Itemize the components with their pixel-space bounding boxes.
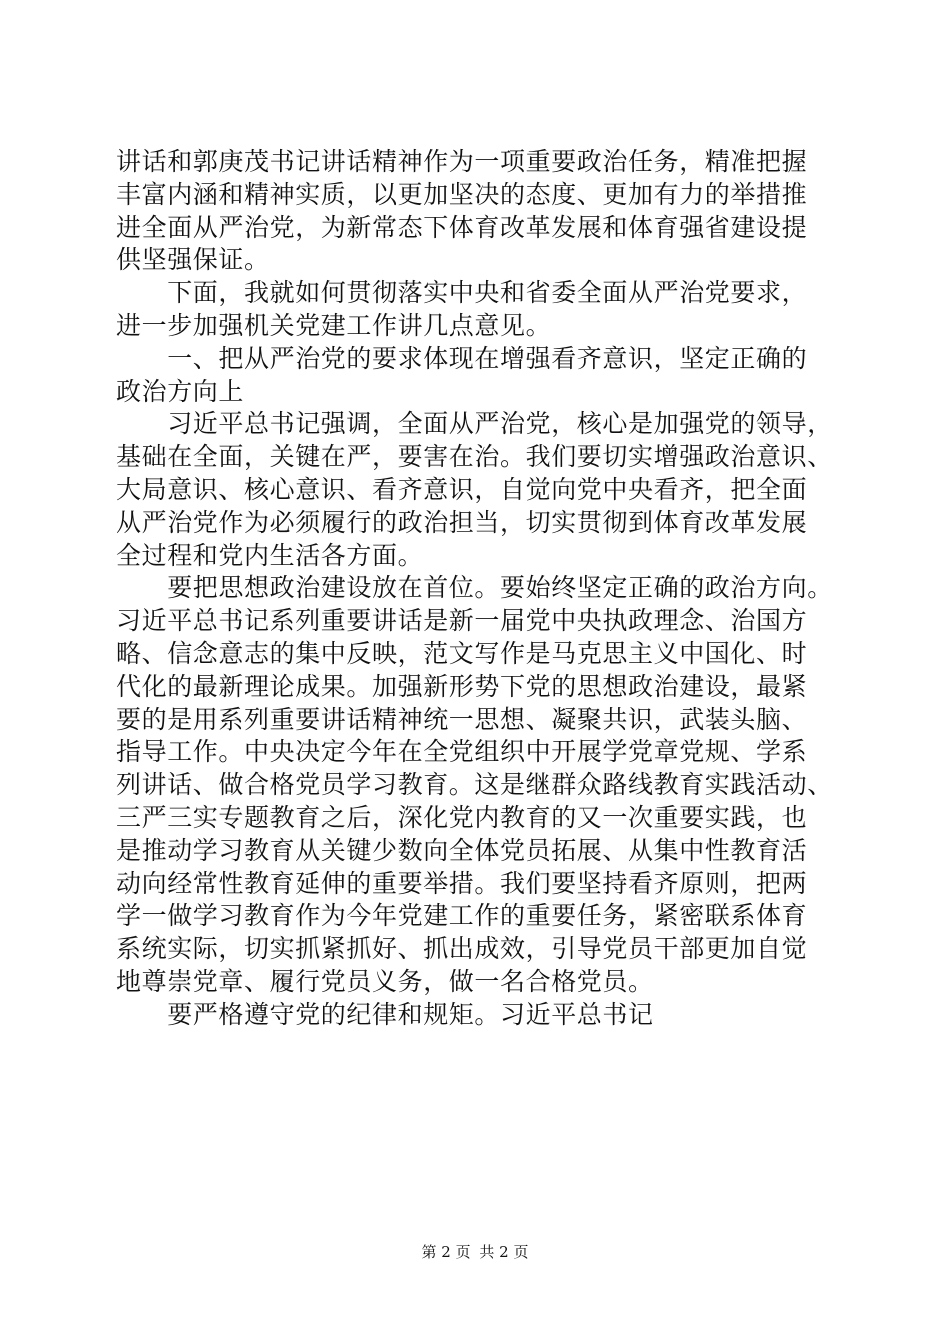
text-line: 是推动学习教育从关键少数向全体党员拓展、从集中性教育活 [116,835,808,865]
text-line: 系统实际，切实抓紧抓好、抓出成效，引导党员干部更加自觉 [116,934,808,964]
text-line: 进全面从严治党，为新常态下体育改革发展和体育强省建设提 [116,212,808,242]
page-number: 第 2 页 [421,1243,471,1261]
body-text [116,146,836,1032]
text-line: 指导工作。中央决定今年在全党组织中开展学党章党规、学系 [116,737,808,767]
text-line: 讲话和郭庚茂书记讲话精神作为一项重要政治任务，精准把握 [116,147,808,176]
text-line: 动向经常性教育延伸的重要举措。我们要坚持看齐原则，把两 [116,868,808,898]
text-line: 进一步加强机关党建工作讲几点意见。 [116,310,552,340]
text-line: 下面，我就如何贯彻落实中央和省委全面从严治党要求， [116,278,808,308]
text-line: 列讲话、做合格党员学习教育。这是继群众路线教育实践活动、 [116,770,833,800]
text-line: 略、信念意志的集中反映，范文写作是马克思主义中国化、时 [116,638,808,668]
text-line: 地尊崇党章、履行党员义务，做一名合格党员。 [116,966,654,996]
text-line: 供坚强保证。 [116,245,270,275]
text-line: 习近平总书记强调，全面从严治党，核心是加强党的领导， [116,409,833,439]
page-total: 共 2 页 [479,1243,529,1261]
text-line: 要严格遵守党的纪律和规矩。习近平总书记 [116,999,654,1029]
text-line: 代化的最新理论成果。加强新形势下党的思想政治建设，最紧 [116,671,808,701]
text-line: 习近平总书记系列重要讲话是新一届党中央执政理念、治国方 [116,606,808,636]
text-line: 要把思想政治建设放在首位。要始终坚定正确的政治方向。 [116,573,833,603]
text-line: 大局意识、核心意识、看齐意识，自觉向党中央看齐，把全面 [116,474,808,504]
page-footer [0,1242,950,1262]
text-line: 丰富内涵和精神实质，以更加坚决的态度、更加有力的举措推 [116,179,808,209]
text-line: 三严三实专题教育之后，深化党内教育的又一次重要实践，也 [116,802,808,832]
text-line: 从严治党作为必须履行的政治担当，切实贯彻到体育改革发展 [116,507,808,537]
text-line: 要的是用系列重要讲话精神统一思想、凝聚共识，武装头脑、 [116,704,808,734]
text-line: 全过程和党内生活各方面。 [116,540,424,570]
text-line: 基础在全面，关键在严，要害在治。我们要切实增强政治意识、 [116,442,833,472]
section-heading-line: 一、把从严治党的要求体现在增强看齐意识，坚定正确的 [116,343,808,373]
section-heading-line: 政治方向上 [116,376,245,406]
text-line: 学一做学习教育作为今年党建工作的重要任务，紧密联系体育 [116,901,808,931]
